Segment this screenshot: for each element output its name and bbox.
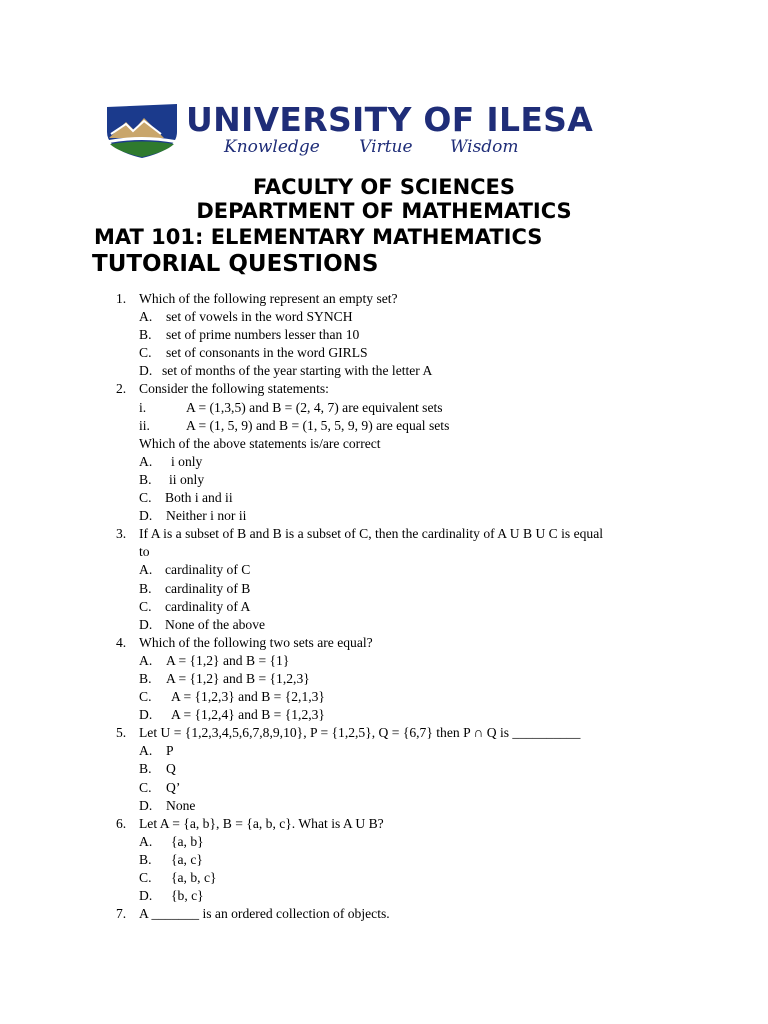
option-text: Neither i nor ii (166, 508, 247, 524)
option-line (0, 887, 768, 905)
question-text: Let U = {1,2,3,4,5,6,7,8,9,10}, P = {1,2,5}, Q = {6,7} then P ∩ Q is __________ (139, 725, 581, 741)
question-text: Let A = {a, b}, B = {a, b, c}. What is A U B? (139, 815, 384, 831)
option-line (0, 308, 768, 326)
option-line (0, 616, 768, 634)
option-line (0, 561, 768, 579)
option-label: D. (139, 508, 153, 524)
question-number: 4. (116, 634, 127, 650)
statement-label: i. (139, 399, 147, 415)
statement-line (0, 399, 768, 417)
option-label: C. (139, 689, 152, 705)
university-motto (186, 137, 656, 157)
option-label: B. (139, 471, 152, 487)
question-number: 6. (116, 815, 127, 831)
option-line (0, 851, 768, 869)
faculty-heading: FACULTY OF SCIENCES (252, 175, 516, 199)
motto-word: Virtue (359, 137, 413, 157)
option-label: C. (139, 779, 152, 795)
option-text: {a, b, c} (171, 870, 217, 885)
option-text: P (166, 743, 174, 759)
question-number: 7. (116, 906, 127, 922)
option-label: B. (139, 580, 152, 596)
option-label: C. (139, 490, 152, 506)
question-text: Which of the following two sets are equal? (139, 634, 373, 650)
statement-label: ii. (139, 417, 150, 433)
option-line (0, 869, 768, 887)
option-text: A = {1,2,3} and B = {2,1,3} (171, 689, 325, 705)
department-heading: DEPARTMENT OF MATHEMATICS (196, 199, 572, 223)
option-label: B. (139, 851, 152, 867)
option-text: A = {1,2,4} and B = {1,2,3} (171, 707, 325, 723)
option-line (0, 652, 768, 670)
option-line (0, 779, 768, 797)
question-number: 5. (116, 725, 127, 741)
option-label: B. (139, 670, 152, 686)
question-line (0, 905, 768, 923)
motto-word: Wisdom (449, 137, 519, 157)
question-prompt-line (0, 435, 768, 453)
question-text: Which of the following represent an empty set? (139, 291, 398, 306)
option-text: cardinality of A (165, 598, 251, 614)
option-line (0, 453, 768, 471)
option-line (0, 507, 768, 525)
option-line (0, 362, 768, 380)
statement-text: A = (1,3,5) and B = (2, 4, 7) are equivalent sets (186, 399, 443, 415)
option-label: D. (139, 707, 153, 723)
option-text: ii only (169, 471, 205, 487)
question-line (0, 815, 768, 833)
option-label: D. (139, 616, 153, 632)
option-label: B. (139, 327, 152, 343)
option-label: A. (139, 743, 153, 759)
question-list (0, 290, 768, 923)
question-text: If A is a subset of B and B is a subset of C, then the cardinality of A U B U C is equal (139, 526, 604, 542)
option-text: set of months of the year starting with the letter A (162, 363, 433, 379)
option-label: A. (139, 562, 153, 578)
question-text: A _______ is an ordered collection of objects. (139, 906, 390, 922)
option-line (0, 326, 768, 344)
option-label: A. (139, 833, 153, 849)
option-text: None (166, 797, 196, 813)
question-line (0, 525, 768, 543)
course-heading: MAT 101: ELEMENTARY MATHEMATICS (94, 225, 543, 249)
option-text: cardinality of B (165, 580, 251, 596)
statement-text: A = (1, 5, 9) and B = (1, 5, 5, 9, 9) are equal sets (186, 417, 450, 433)
motto-word: Knowledge (224, 137, 320, 157)
question-line (0, 380, 768, 398)
option-text: Q (166, 761, 176, 777)
option-label: D. (139, 797, 153, 813)
option-text: set of prime numbers lesser than 10 (166, 327, 360, 343)
question-number: 2. (116, 381, 127, 397)
option-text: {b, c} (171, 888, 204, 904)
option-text: {a, b} (171, 833, 204, 849)
option-text: i only (171, 453, 203, 469)
question-text-continuation: to (139, 544, 150, 560)
option-line (0, 797, 768, 815)
option-label: B. (139, 761, 152, 777)
option-line (0, 598, 768, 616)
option-line (0, 688, 768, 706)
option-text: A = {1,2} and B = {1,2,3} (166, 670, 310, 686)
question-continuation-line (0, 543, 768, 561)
option-text: Q’ (166, 779, 181, 795)
option-text: A = {1,2} and B = {1} (166, 652, 290, 668)
option-line (0, 706, 768, 724)
question-text: Consider the following statements: (139, 381, 329, 397)
option-label: D. (139, 888, 153, 904)
option-line (0, 670, 768, 688)
option-text: set of consonants in the word GIRLS (166, 345, 368, 361)
document-title: TUTORIAL QUESTIONS (92, 251, 379, 277)
option-text: cardinality of C (165, 562, 251, 578)
option-label: A. (139, 309, 153, 325)
option-label: A. (139, 453, 153, 469)
option-line (0, 344, 768, 362)
option-line (0, 471, 768, 489)
question-line (0, 634, 768, 652)
option-label: C. (139, 345, 152, 361)
option-text: set of vowels in the word SYNCH (166, 309, 353, 325)
option-line (0, 742, 768, 760)
statement-line (0, 417, 768, 435)
option-text: {a, c} (171, 851, 203, 867)
option-line (0, 489, 768, 507)
question-line (0, 290, 768, 308)
option-label: C. (139, 598, 152, 614)
option-label: C. (139, 870, 152, 885)
university-logo (106, 104, 178, 158)
question-prompt: Which of the above statements is/are correct (139, 435, 381, 451)
question-number: 1. (116, 291, 127, 306)
option-label: A. (139, 652, 153, 668)
option-text: Both i and ii (165, 490, 233, 506)
university-brand (186, 101, 656, 157)
question-number: 3. (116, 526, 127, 542)
question-line (0, 724, 768, 742)
option-line (0, 760, 768, 778)
option-line (0, 580, 768, 598)
option-text: None of the above (165, 616, 266, 632)
option-label: D. (139, 363, 153, 379)
option-line (0, 833, 768, 851)
university-name: UNIVERSITY OF ILESA (186, 100, 594, 139)
